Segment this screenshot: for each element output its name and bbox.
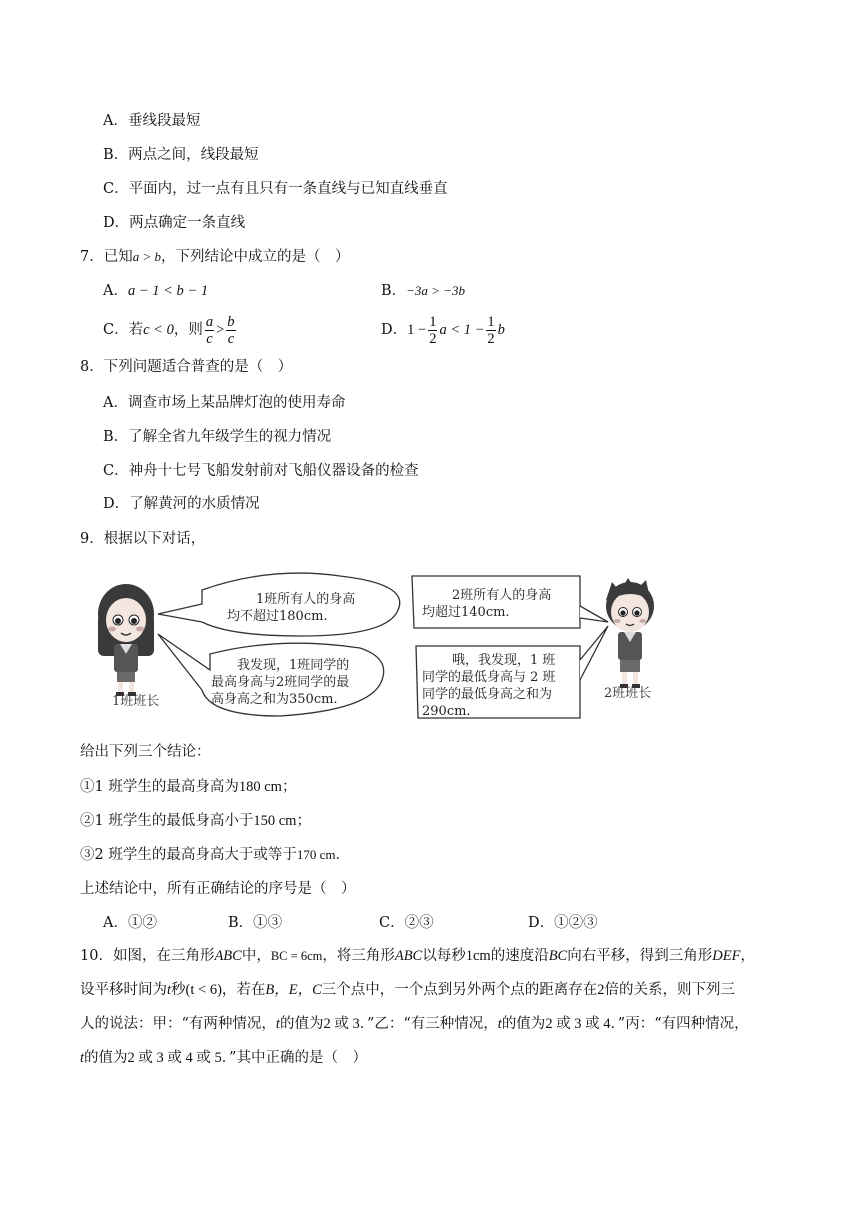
- q10-l1-abc: ABC: [214, 948, 242, 964]
- q6-option-b: B．两点之间，线段最短: [103, 147, 259, 163]
- q10-line-2: [80, 980, 735, 1000]
- caption-class1-monitor: 1班班长: [112, 694, 160, 709]
- bubble3-line2: 均超过140cm.: [422, 605, 510, 620]
- q7-c-frac1-den: c: [206, 330, 213, 347]
- q9-option-c: C．②③: [379, 915, 434, 931]
- q10-l3-v: 2 或 3: [323, 1016, 360, 1032]
- q8-option-c: C．神舟十七号飞船发射前对飞船仪器设备的检查: [103, 463, 419, 479]
- q8-option-d: D．了解黄河的水质情况: [103, 496, 260, 512]
- q7-stem-prefix: 7．已知: [80, 249, 133, 265]
- q9-c2-end: ；: [296, 813, 311, 829]
- q9-c1-text: ①1 班学生的最高身高为: [80, 779, 239, 795]
- q7-d-one: 1 −: [407, 322, 427, 338]
- q10-l2-d: 三个点中，一个点到另外两个点的距离存在: [321, 982, 598, 998]
- q7-c-frac2-num: b: [227, 313, 235, 330]
- q10-l1-a: 10．如图，在三角形: [80, 948, 215, 964]
- q10-l2-t: t: [167, 982, 172, 998]
- q9-c1-end: ；: [281, 779, 297, 795]
- bubble4-line3: 同学的最低身高之和为: [422, 687, 553, 702]
- q7-option-d: [381, 312, 505, 348]
- q9-c1-value: 180 cm: [238, 779, 282, 795]
- q10-l1-e: 的速度沿: [490, 948, 549, 964]
- q6-option-c: C．平面内，过一点有且只有一条直线与已知直线垂直: [103, 181, 448, 197]
- q10-l2-b: 秒: [171, 982, 186, 998]
- q7-a-label: A．: [103, 283, 128, 299]
- q10-l1-bc2: BC: [548, 948, 568, 964]
- q10-l2-a: 设平移时间为: [80, 982, 167, 998]
- q10-l1-c: ，将三角形: [322, 948, 395, 964]
- q9-option-a: A．①②: [103, 915, 157, 931]
- q10-l2-e: 倍的关系，则下列三: [604, 982, 736, 998]
- q7-d-frac2-den: 2: [487, 330, 495, 347]
- q10-l4-v: 2 或 3 或 4 或 5: [127, 1050, 222, 1066]
- q10-l4-a: 的值为: [84, 1050, 128, 1066]
- q10-l3-b: 的值为: [279, 1016, 324, 1032]
- q9-ask: 上述结论中，所有正确结论的序号是（ ）: [80, 881, 356, 897]
- bubble1-line1: 1班所有人的身高: [256, 592, 356, 607]
- q9-c3-end: ．: [335, 847, 350, 863]
- q7-stem-suffix: ，下列结论中成立的是（ ）: [161, 249, 350, 265]
- q9-option-d: D．①②③: [528, 915, 598, 931]
- bubble2-line2: 最高身高与2班同学的最: [211, 675, 350, 690]
- bubble4-line4: 290cm.: [422, 704, 471, 719]
- q9-c3-value: 170 cm: [296, 847, 336, 862]
- q9-option-b: B．①③: [228, 915, 283, 931]
- q9-given: 给出下列三个结论：: [80, 744, 211, 760]
- q8-option-a: A．调查市场上某品牌灯泡的使用寿命: [103, 395, 346, 411]
- q10-l4-b: ．”其中正确的是（ ）: [221, 1050, 367, 1066]
- q10-l4-t: t: [80, 1050, 85, 1066]
- q9-conclusion-3: [80, 845, 350, 865]
- q7-c-cond: c < 0: [143, 322, 174, 338]
- q10-l1-f: 向右平移，得到三角形: [567, 948, 713, 964]
- q10-l2-pts: B，E，C: [265, 982, 322, 998]
- bubble4-line1: 哦，我发现，1 班: [452, 653, 556, 668]
- q9-stem: 9．根据以下对话，: [80, 531, 206, 547]
- q7-c-frac2-den: c: [227, 330, 235, 347]
- q7-c-frac1-num: a: [205, 313, 214, 330]
- bubble4-line2: 同学的最低身高与 2 班: [422, 670, 556, 685]
- q7-c-label: C．若: [103, 322, 144, 338]
- dialogue-illustration: [90, 570, 750, 730]
- q7-c-gt: >: [216, 322, 225, 338]
- q10-l2-c: ，若在: [221, 982, 266, 998]
- q8-option-b: B．了解全省九年级学生的视力情况: [103, 429, 332, 445]
- q7-option-a: [103, 281, 208, 301]
- q10-l1-g: ，: [740, 948, 755, 964]
- q7-b-math: −3a > −3b: [406, 283, 465, 298]
- q7-c-frac1: [205, 314, 214, 347]
- q10-l2-two: 2: [597, 982, 605, 998]
- q10-l3-v2: 2 或 3 或 4: [545, 1016, 611, 1032]
- q7-d-frac2-num: 1: [487, 313, 495, 330]
- boy-class2-monitor-icon: [606, 578, 654, 688]
- q9-c2-text: ②1 班学生的最低身高小于: [80, 813, 254, 829]
- q8-stem: 8．下列问题适合普查的是（ ）: [80, 359, 293, 375]
- q10-l1-abc2: ABC: [394, 948, 423, 964]
- q10-l1-def: DEF: [712, 948, 741, 964]
- q7-c-then: ，则: [173, 322, 203, 338]
- q10-l3-e: ．”丙：“有四种情况，: [610, 1016, 749, 1032]
- q6-option-a: A．垂线段最短: [103, 113, 201, 129]
- q10-l1-speed: 1cm: [465, 948, 491, 964]
- q7-b-label: B．: [381, 283, 407, 299]
- bubble2-line1: 我发现，1班同学的: [237, 658, 350, 673]
- q10-l3-a: 人的说法：甲：“有两种情况，: [80, 1016, 276, 1032]
- q7-c-frac2: [226, 314, 235, 347]
- caption-class2-monitor: 2班班长: [604, 686, 652, 701]
- q9-conclusion-1: [80, 777, 296, 797]
- q10-line-1: [80, 946, 755, 966]
- q10-l1-bc: BC = 6cm: [270, 949, 323, 963]
- q7-d-frac1-num: 1: [429, 313, 437, 330]
- q10-line-4: [80, 1048, 367, 1068]
- q7-d-label: D．: [381, 322, 408, 338]
- q7-condition: a > b: [132, 249, 162, 264]
- q10-l1-d: 以每秒: [422, 948, 466, 964]
- q7-a-math: a − 1 < b − 1: [127, 283, 209, 299]
- q9-c3-text: ③2 班学生的最高身高大于或等于: [80, 847, 297, 863]
- q7-d-frac2: [486, 314, 495, 347]
- q10-l3-t2: t: [497, 1016, 502, 1032]
- q7-d-b: b: [497, 322, 505, 338]
- q10-l1-b: 中，: [241, 948, 271, 964]
- q9-c2-value: 150 cm: [253, 813, 297, 829]
- q7-d-a: a < 1 −: [439, 322, 485, 338]
- q10-line-3: [80, 1014, 749, 1034]
- q7-option-b: [381, 281, 465, 301]
- bubble1-line2: 均不超过180cm.: [227, 609, 328, 624]
- q10-l3-c: ．”乙：“有三种情况，: [359, 1016, 498, 1032]
- q6-option-d: D．两点确定一条直线: [103, 215, 246, 231]
- q7-option-c: [103, 312, 238, 348]
- q7-d-frac1-den: 2: [429, 330, 437, 347]
- q10-l2-cond: (t < 6): [185, 982, 222, 998]
- q10-l3-t: t: [275, 1016, 280, 1032]
- girl-class1-monitor-icon: [98, 584, 154, 696]
- q10-l3-d: 的值为: [501, 1016, 546, 1032]
- q7-stem: [80, 247, 350, 267]
- bubble2-line3: 高身高之和为350cm.: [211, 692, 338, 707]
- q7-d-frac1: [428, 314, 437, 347]
- bubble3-line1: 2班所有人的身高: [452, 588, 552, 603]
- q9-conclusion-2: [80, 811, 311, 831]
